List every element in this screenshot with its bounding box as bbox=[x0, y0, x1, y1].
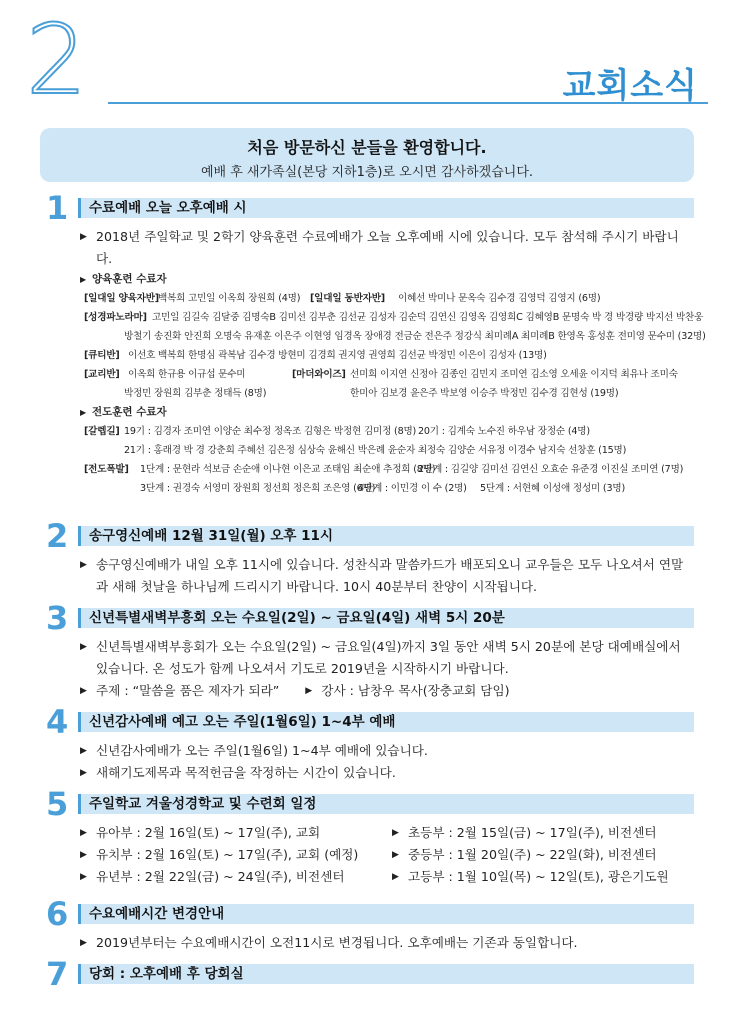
schedule-item: ▶ 중등부 : 1월 20일(주) ~ 22일(화), 비전센터 bbox=[392, 844, 692, 866]
page-title: 교회소식 bbox=[562, 66, 698, 106]
schedule-item: ▶ 유아부 : 2월 16일(토) ~ 17일(주), 교회 bbox=[80, 822, 392, 844]
wednesday-text: ▶ 2019년부터는 수요예배시간이 오전11시로 변경됩니다. 오후예배는 기존과 동일합니다. bbox=[80, 932, 694, 954]
roster-tag: [갈렙길] bbox=[84, 426, 120, 437]
section-new-year-service bbox=[40, 703, 694, 784]
roster-names: 1단계 : 문현라 석보금 손순애 이나현 이은교 조태임 최순애 추정희 (8명) bbox=[140, 464, 436, 475]
new-year-line: ▶ 신년감사예배가 오는 주일(1월6일) 1~4부 예배에 있습니다. bbox=[80, 740, 694, 762]
roster-names: 방철기 송진화 안진희 오명숙 유재훈 이은주 이현영 임경옥 장애경 전금순 전은주 정강식 최미례A 최미례B 한영옥 홍성훈 전미영 문수미 (32명) bbox=[124, 331, 706, 342]
roster-names: 5단계 : 서현혜 이성애 정성미 (3명) bbox=[480, 483, 625, 494]
section-number: 5 bbox=[46, 785, 69, 823]
graduation-intro: ▶ 2018년 주일학교 및 2학기 양육훈련 수료예배가 오늘 오후예배 시에 있습니다. 모두 참석해 주시기 바랍니다. bbox=[80, 226, 694, 270]
section-heading: 신년감사예배 예고 오는 주일(1월6일) 1~4부 예배 bbox=[78, 712, 694, 732]
welcome-title: 처음 방문하신 분들을 환영합니다. bbox=[247, 138, 487, 157]
roster-names: 이선호 백복희 한명심 곽복남 김수경 방현미 김경희 권지영 권영희 김선균 박정민 이은이 김성자 (13명) bbox=[128, 350, 547, 361]
roster-names: 선미희 이지연 신정아 김종인 김민지 조미연 김소영 오세윤 이지덕 최유나 조미숙 bbox=[350, 369, 678, 380]
schedule-item: ▶ 유년부 : 2월 22일(금) ~ 24일(주), 비전센터 bbox=[80, 866, 392, 888]
section-session-meeting bbox=[40, 955, 694, 993]
section-number: 6 bbox=[46, 895, 69, 933]
new-year-line: ▶ 새해기도제목과 목적헌금을 작정하는 시간이 있습니다. bbox=[80, 762, 694, 784]
section-heading: 당회 : 오후예배 후 당회실 bbox=[78, 964, 694, 984]
roster-tag: [큐티반] bbox=[84, 350, 120, 361]
year-end-text: ▶ 송구영신예배가 내일 오후 11시에 있습니다. 성찬식과 말씀카드가 배포되오니 교우들은 모두 나오셔서 연말과 새해 첫날을 하나님께 드리시기 바랍니다. 10시 40분부터 찬양이 시작됩니다. bbox=[80, 554, 694, 598]
section-number: 4 bbox=[46, 703, 69, 741]
evangelism-label: ▶ 전도훈련 수료자 bbox=[80, 403, 694, 422]
section-number: 7 bbox=[46, 955, 69, 993]
welcome-banner bbox=[40, 128, 694, 182]
section-number: 3 bbox=[46, 599, 69, 637]
roster-tag: [성경파노라마] bbox=[84, 312, 147, 323]
section-dawn-revival bbox=[40, 599, 694, 702]
roster-names: 백복희 고민일 이옥희 장원희 (4명) bbox=[158, 293, 301, 304]
roster-tag: [일대일 동반자반] bbox=[310, 293, 385, 304]
section-wednesday-service bbox=[40, 895, 694, 954]
roster-tag: [교리반] bbox=[84, 369, 120, 380]
page-number: 2 bbox=[26, 4, 88, 116]
evangelism-roster bbox=[80, 422, 694, 498]
nurture-roster bbox=[80, 289, 706, 403]
roster-names: 한미아 김보경 윤은주 박보영 이승주 박정민 김수경 김현성 (19명) bbox=[350, 388, 619, 399]
schedule-item: ▶ 유치부 : 2월 16일(토) ~ 17일(주), 교회 (예정) bbox=[80, 844, 392, 866]
section-heading: 주일학교 겨울성경학교 및 수련회 일정 bbox=[78, 794, 694, 814]
roster-names: 4단계 : 이민경 이 수 (2명) bbox=[358, 483, 467, 494]
roster-names: 2단계 : 김길양 김미선 김연신 오효순 유준경 이진실 조미연 (7명) bbox=[418, 464, 684, 475]
section-number: 2 bbox=[46, 517, 69, 555]
section-number: 1 bbox=[46, 189, 69, 227]
roster-names: 19기 : 김경자 조미연 이양순 최수정 정옥조 김형은 박정현 김미정 (8명) bbox=[124, 426, 417, 437]
roster-tag: [일대일 양육자반] bbox=[84, 293, 159, 304]
roster-names: 3단계 : 권경숙 서영미 장원희 정선희 정은희 조은영 (6명) bbox=[140, 483, 376, 494]
schedule-item: ▶ 초등부 : 2월 15일(금) ~ 17일(주), 비전센터 bbox=[392, 822, 692, 844]
section-heading: 송구영신예배 12월 31일(월) 오후 11시 bbox=[78, 526, 694, 546]
roster-names: 이옥희 한규용 이규섭 문수미 bbox=[128, 369, 246, 380]
roster-tag: [전도폭발] bbox=[84, 464, 129, 475]
section-graduation bbox=[40, 189, 706, 498]
nurture-label: ▶ 양육훈련 수료자 bbox=[80, 270, 694, 289]
revival-speaker: ▶ 강사 : 남창우 목사(장충교회 담임) bbox=[305, 680, 509, 702]
roster-names: 20기 : 김계숙 노수진 하우남 장정순 (4명) bbox=[418, 426, 590, 437]
roster-names: 고민일 김길숙 김달중 김명숙B 김미선 김부춘 김선균 김성자 김순덕 김연신 김영옥 김영희C 김혜영B 문명숙 박 경 박경량 박지선 박찬웅 bbox=[152, 312, 704, 323]
schedule-item: ▶ 고등부 : 1월 10일(목) ~ 12일(토), 광은기도원 bbox=[392, 866, 692, 888]
section-winter-bible-school bbox=[40, 785, 694, 888]
roster-names: 박정민 장원희 김부춘 정태득 (8명) bbox=[124, 388, 267, 399]
roster-names: 21기 : 홍래경 박 경 강춘희 주혜선 김은정 심상숙 윤해신 박은례 윤순자 최정숙 김양순 서유정 이경수 남지숙 선창훈 (15명) bbox=[124, 445, 627, 456]
section-heading: 수요예배시간 변경안내 bbox=[78, 904, 694, 924]
revival-text: ▶ 신년특별새벽부흥회가 오는 수요일(2일) ~ 금요일(4일)까지 3일 동안 새벽 5시 20분에 본당 대예배실에서 있습니다. 온 성도가 함께 나오셔서 기도로 2019년을 시작하시기 바랍니다. bbox=[80, 636, 694, 680]
section-year-end-service bbox=[40, 517, 694, 598]
section-heading: 수료예배 오늘 오후예배 시 bbox=[78, 198, 694, 218]
welcome-subtitle: 예배 후 새가족실(본당 지하1층)로 오시면 감사하겠습니다. bbox=[200, 165, 534, 180]
revival-theme: ▶ 주제 : “말씀을 품은 제자가 되라” bbox=[80, 680, 279, 702]
roster-names: 이혜선 박미나 문옥숙 김수경 김영덕 김영지 (6명) bbox=[398, 293, 601, 304]
roster-tag: [마더와이즈] bbox=[292, 369, 346, 380]
section-heading: 신년특별새벽부흥회 오는 수요일(2일) ~ 금요일(4일) 새벽 5시 20분 bbox=[78, 608, 694, 628]
